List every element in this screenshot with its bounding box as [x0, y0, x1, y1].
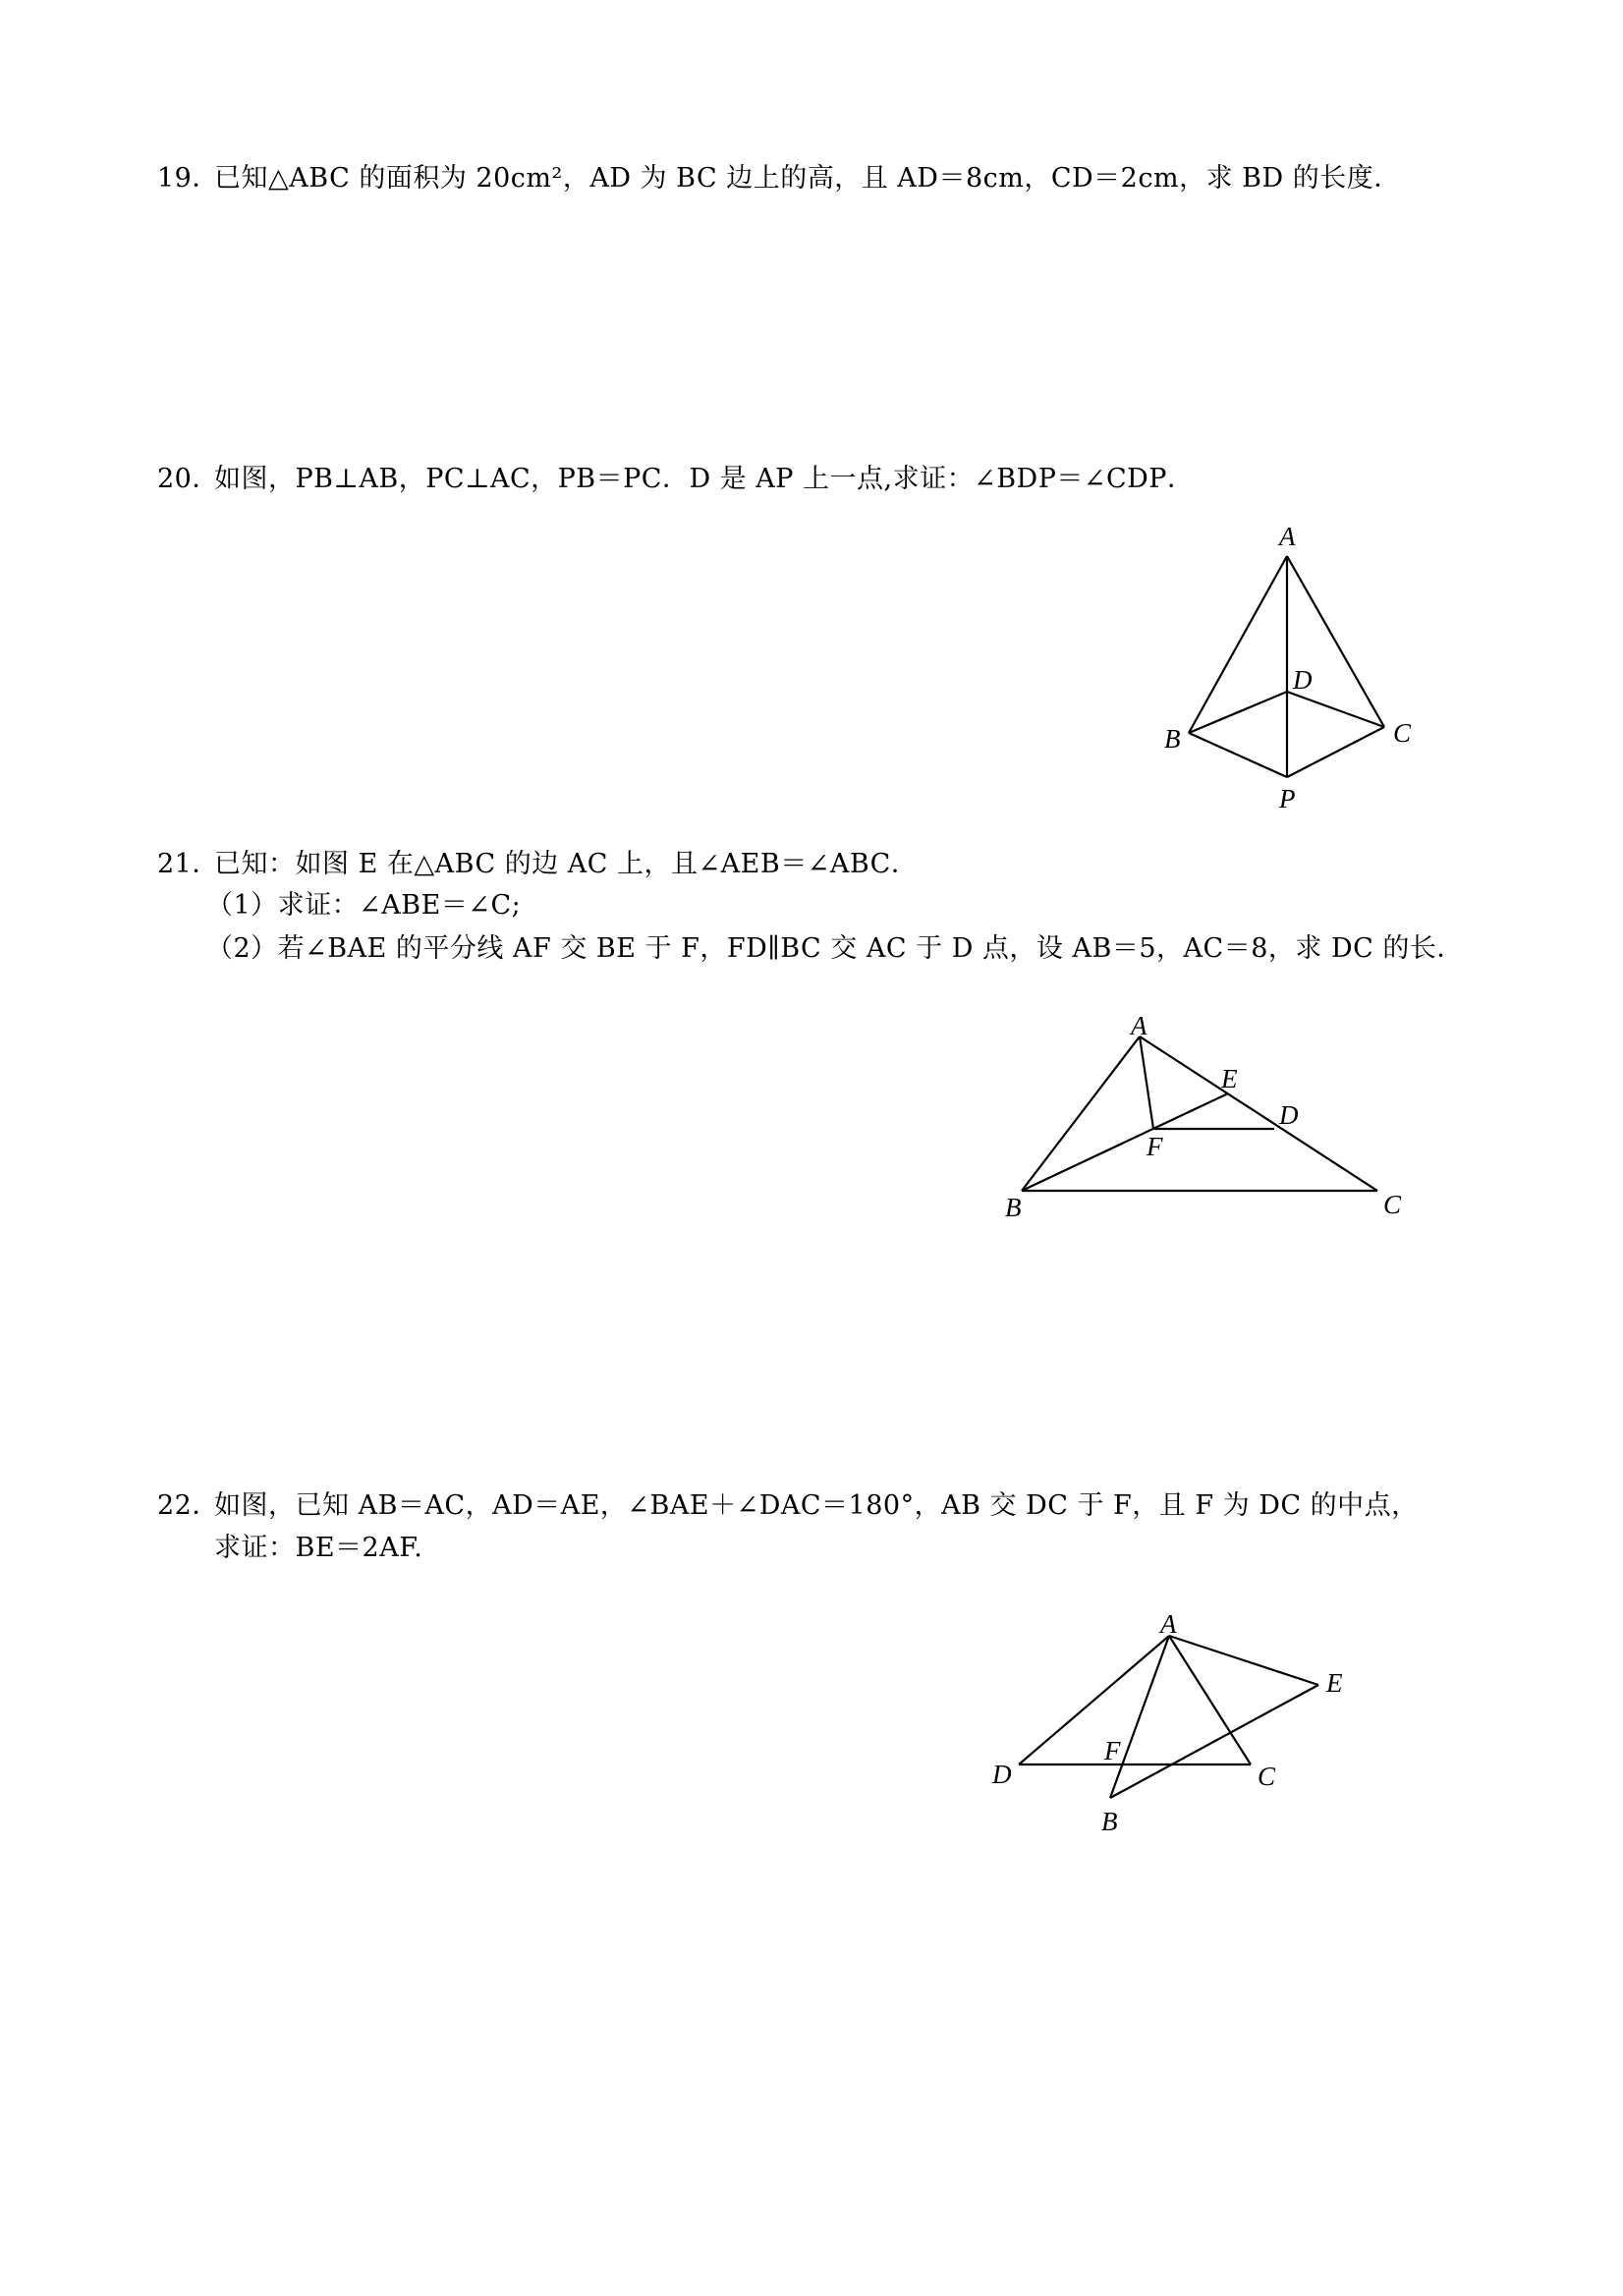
label-P: P — [1279, 784, 1296, 813]
problem-22-conclusion — [214, 1531, 422, 1566]
problem-19-text — [157, 161, 1401, 196]
figure-problem-22 — [982, 1601, 1375, 1847]
label-D: D — [1279, 1100, 1299, 1130]
segment-AF — [1140, 1036, 1153, 1129]
problem-21-number: 21． — [157, 849, 219, 879]
segment-BP — [1189, 733, 1287, 777]
label-C: C — [1258, 1762, 1276, 1791]
label-A: A — [1131, 1011, 1147, 1040]
segment-AC — [1140, 1036, 1377, 1191]
problem-22-text — [157, 1488, 1419, 1524]
segment-CP — [1287, 727, 1384, 777]
problem-20-number: 20． — [157, 464, 219, 494]
segment-AB — [1189, 556, 1287, 733]
problem-22-line-1: 如图，已知 AB＝AC，AD＝AE，∠BAE＋∠DAC＝180°，AB 交 DC 于 F，且 F 为 DC 的中点， — [214, 1490, 1419, 1521]
problem-20-text — [157, 462, 1194, 497]
label-D: D — [1293, 665, 1313, 695]
label-D: D — [992, 1760, 1012, 1789]
segment-AE — [1169, 1636, 1318, 1685]
problem-19-number: 19． — [157, 163, 219, 194]
problem-21-text — [157, 847, 918, 882]
segment-CD — [1287, 692, 1384, 727]
label-B: B — [1164, 724, 1181, 754]
label-A: A — [1160, 1609, 1177, 1639]
label-B: B — [1005, 1193, 1022, 1222]
label-A: A — [1279, 522, 1296, 551]
problem-21-part-2 — [206, 931, 1464, 967]
segment-AC — [1169, 1636, 1251, 1764]
label-E: E — [1221, 1064, 1238, 1093]
segment-AB — [1022, 1036, 1140, 1191]
problem-21-line-3: （2）若∠BAE 的平分线 AF 交 BE 于 F，FD∥BC 交 AC 于 D 点，设 AB＝5，AC＝8，求 DC 的长． — [206, 933, 1464, 964]
problem-21-line-1: 已知：如图 E 在△ABC 的边 AC 上，且∠AEB＝∠ABC． — [214, 849, 919, 879]
label-F: F — [1147, 1132, 1163, 1161]
problem-21-line-2: （1）求证：∠ABE＝∠C; — [206, 890, 522, 921]
segment-BD — [1189, 692, 1287, 733]
segment-BE — [1022, 1093, 1228, 1191]
problem-21-part-1 — [206, 888, 521, 924]
label-F: F — [1104, 1736, 1121, 1765]
problem-22-number: 22． — [157, 1490, 219, 1521]
figure-problem-21 — [992, 1012, 1425, 1228]
figure-problem-20 — [1149, 522, 1444, 820]
label-C: C — [1383, 1190, 1402, 1219]
label-E: E — [1326, 1668, 1343, 1698]
segment-AC — [1287, 556, 1384, 727]
problem-22-line-2: 求证：BE＝2AF. — [214, 1533, 423, 1563]
segment-BE — [1110, 1685, 1318, 1798]
problem-19-line-1: 已知△ABC 的面积为 20cm²，AD 为 BC 边上的高，且 AD＝8cm，CD＝2cm，求 BD 的长度． — [214, 163, 1401, 194]
problem-20-line-1: 如图，PB⊥AB，PC⊥AC，PB＝PC．D 是 AP 上一点,求证：∠BDP＝∠CDP． — [214, 464, 1195, 494]
label-B: B — [1101, 1807, 1118, 1836]
label-C: C — [1393, 718, 1412, 748]
